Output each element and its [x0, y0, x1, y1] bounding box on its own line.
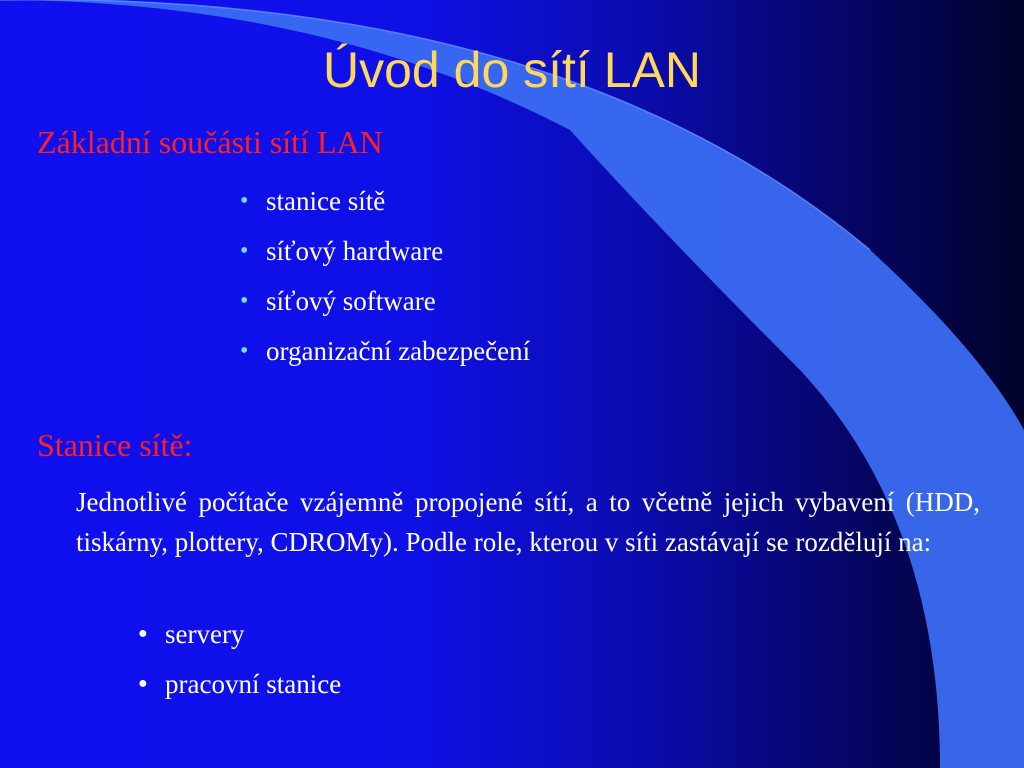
list-item-label: organizační zabezpečení: [266, 336, 531, 366]
list-item-label: síťový software: [266, 286, 436, 316]
bullet-icon: •: [240, 188, 249, 214]
list-item: [240, 276, 530, 326]
list-item: [240, 326, 530, 376]
list-item: [138, 609, 341, 659]
list-item: [240, 176, 530, 226]
list-item-label: stanice sítě: [266, 186, 386, 216]
slide-title: Úvod do sítí LAN: [323, 42, 701, 98]
stations-description: Jednotlivé počítače vzájemně propojené sítí, a to včetně jejich vybavení (HDD, tiskárny, plottery, CDROMy). Podle role, kterou v síti zastávají se rozdělují na:: [76, 487, 980, 557]
list-item: [138, 659, 341, 709]
bullet-icon: •: [240, 288, 249, 314]
station-types-list: [138, 609, 341, 709]
list-item-label: síťový hardware: [266, 236, 444, 266]
bullet-icon: ●: [138, 675, 148, 692]
bullet-icon: •: [240, 338, 249, 364]
list-item-label: pracovní stanice: [165, 669, 342, 699]
list-item: [240, 226, 530, 276]
bullet-icon: •: [240, 238, 249, 264]
section-heading-stations: Stanice sítě:: [37, 427, 193, 463]
bullet-icon: ●: [138, 625, 148, 642]
components-list: [240, 176, 530, 376]
section-heading-components: Základní součásti sítí LAN: [37, 124, 383, 160]
list-item-label: servery: [165, 619, 245, 649]
